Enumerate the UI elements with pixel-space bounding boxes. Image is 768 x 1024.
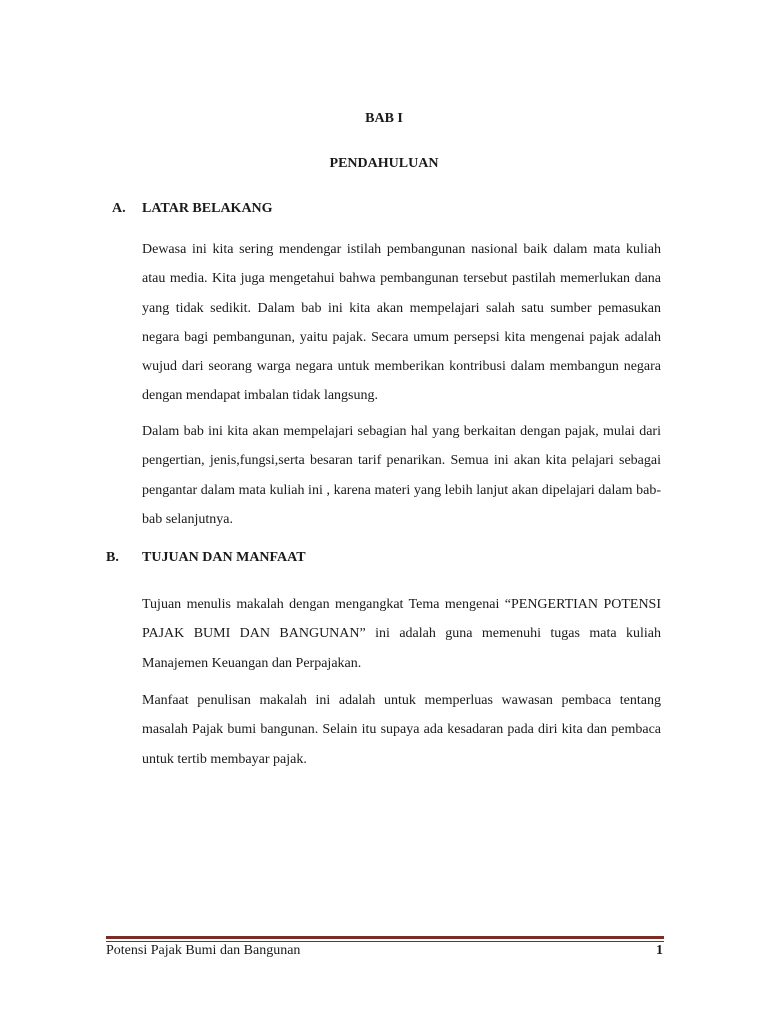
paragraph: Tujuan menulis makalah dengan mengangkat Tema mengenai “PENGERTIAN POTENSI PAJAK BUMI DAN BANGUNAN” ini adalah guna memenuhi tugas mata kuliah Manajemen Keuangan dan Perpajakan. bbox=[142, 597, 661, 671]
footer-title: Potensi Pajak Bumi dan Bangunan bbox=[106, 943, 301, 958]
section-title: LATAR BELAKANG bbox=[142, 201, 273, 216]
page-number: 1 bbox=[656, 943, 663, 958]
paragraph: Dewasa ini kita sering mendengar istilah pembangunan nasional baik dalam mata kuliah atau media. Kita juga mengetahui bahwa pembangunan tersebut pastilah memerlukan dana yang tidak sedikit. Dalam bab ini kita akan mempelajari salah satu sumber pemasukan negara bagi pembangunan, yaitu pajak. Secara umum persepsi kita mengenai pajak adalah wujud dari seorang warga negara untuk memberikan kontribusi dalam membangun negara dengan mendapat imbalan tidak langsung. bbox=[142, 242, 661, 404]
footer-rule-thin bbox=[106, 941, 664, 942]
paragraph: Manfaat penulisan makalah ini adalah untuk memperluas wawasan pembaca tentang masalah Pajak bumi bangunan. Selain itu supaya ada kesadaran pada diri kita dan pembaca untuk tertib membayar pajak. bbox=[142, 693, 661, 767]
chapter-title: PENDAHULUAN bbox=[329, 156, 439, 171]
chapter-number: BAB I bbox=[365, 111, 403, 126]
section-number: A. bbox=[112, 201, 126, 216]
section-title: TUJUAN DAN MANFAAT bbox=[142, 550, 306, 565]
section-heading-b bbox=[106, 550, 306, 566]
section-number: B. bbox=[106, 550, 119, 565]
paragraph: Dalam bab ini kita akan mempelajari sebagian hal yang berkaitan dengan pajak, mulai dari pengertian, jenis,fungsi,serta besaran tarif penarikan. Semua ini akan kita pelajari sebagai pengantar dalam mata kuliah ini , karena materi yang lebih lanjut akan dipelajari dalam bab-bab selanjutnya. bbox=[142, 424, 661, 527]
footer-rule bbox=[106, 936, 664, 939]
section-heading-a bbox=[112, 201, 273, 217]
